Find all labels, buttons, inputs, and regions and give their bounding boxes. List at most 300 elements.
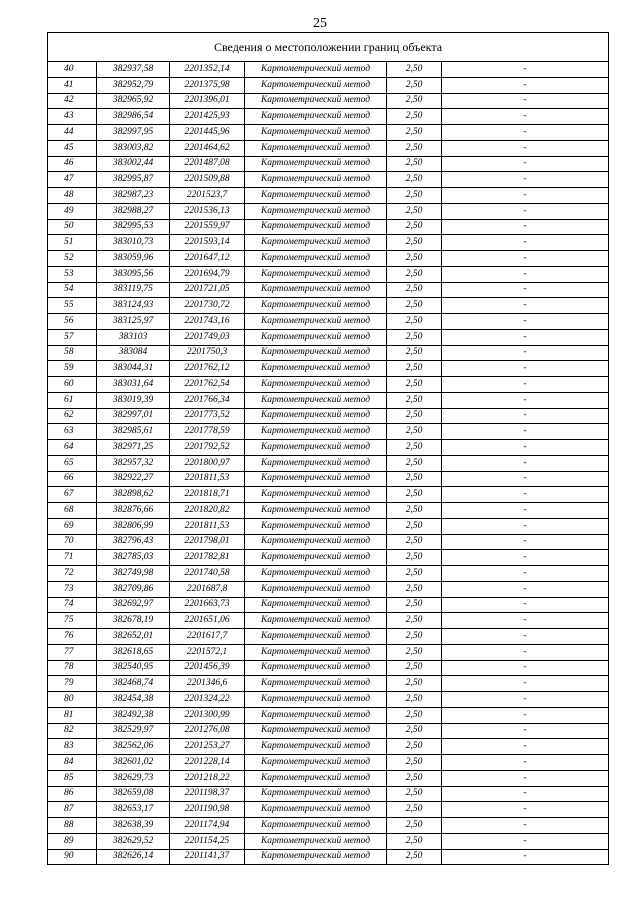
y-coordinate-cell: 2201820,82 <box>170 503 245 519</box>
accuracy-cell: 2,50 <box>387 251 442 267</box>
description-cell: - <box>442 802 609 818</box>
point-number-cell: 79 <box>48 676 97 692</box>
point-number-cell: 89 <box>48 833 97 849</box>
description-cell: - <box>442 140 609 156</box>
point-number-cell: 84 <box>48 755 97 771</box>
method-cell: Картометрический метод <box>245 660 387 676</box>
x-coordinate-cell: 382692,97 <box>97 597 170 613</box>
table-row <box>48 629 609 645</box>
x-coordinate-cell: 382997,95 <box>97 125 170 141</box>
y-coordinate-cell: 2201141,37 <box>170 849 245 865</box>
accuracy-cell: 2,50 <box>387 408 442 424</box>
description-cell: - <box>442 660 609 676</box>
point-number-cell: 40 <box>48 62 97 78</box>
description-cell: - <box>442 629 609 645</box>
description-cell: - <box>442 109 609 125</box>
x-coordinate-cell: 382997,01 <box>97 408 170 424</box>
x-coordinate-cell: 382995,53 <box>97 219 170 235</box>
method-cell: Картометрический метод <box>245 723 387 739</box>
description-cell: - <box>442 566 609 582</box>
accuracy-cell: 2,50 <box>387 345 442 361</box>
x-coordinate-cell: 382626,14 <box>97 849 170 865</box>
table-row <box>48 93 609 109</box>
accuracy-cell: 2,50 <box>387 487 442 503</box>
table-row <box>48 676 609 692</box>
x-coordinate-cell: 382629,73 <box>97 770 170 786</box>
point-number-cell: 65 <box>48 455 97 471</box>
y-coordinate-cell: 2201778,59 <box>170 424 245 440</box>
method-cell: Картометрический метод <box>245 125 387 141</box>
y-coordinate-cell: 2201818,71 <box>170 487 245 503</box>
table-row <box>48 455 609 471</box>
accuracy-cell: 2,50 <box>387 581 442 597</box>
point-number-cell: 76 <box>48 629 97 645</box>
y-coordinate-cell: 2201464,62 <box>170 140 245 156</box>
x-coordinate-cell: 382653,17 <box>97 802 170 818</box>
table-row <box>48 723 609 739</box>
description-cell: - <box>442 329 609 345</box>
description-cell: - <box>442 455 609 471</box>
description-cell: - <box>442 188 609 204</box>
y-coordinate-cell: 2201445,96 <box>170 125 245 141</box>
description-cell: - <box>442 424 609 440</box>
accuracy-cell: 2,50 <box>387 298 442 314</box>
table-row <box>48 849 609 865</box>
method-cell: Картометрический метод <box>245 534 387 550</box>
accuracy-cell: 2,50 <box>387 723 442 739</box>
point-number-cell: 80 <box>48 692 97 708</box>
accuracy-cell: 2,50 <box>387 518 442 534</box>
y-coordinate-cell: 2201523,7 <box>170 188 245 204</box>
method-cell: Картометрический метод <box>245 345 387 361</box>
point-number-cell: 85 <box>48 770 97 786</box>
y-coordinate-cell: 2201740,58 <box>170 566 245 582</box>
point-number-cell: 87 <box>48 802 97 818</box>
table-row <box>48 266 609 282</box>
table-row <box>48 172 609 188</box>
accuracy-cell: 2,50 <box>387 770 442 786</box>
point-number-cell: 83 <box>48 739 97 755</box>
method-cell: Картометрический метод <box>245 455 387 471</box>
method-cell: Картометрический метод <box>245 629 387 645</box>
table-row <box>48 361 609 377</box>
method-cell: Картометрический метод <box>245 93 387 109</box>
y-coordinate-cell: 2201811,53 <box>170 518 245 534</box>
point-number-cell: 49 <box>48 203 97 219</box>
description-cell: - <box>442 613 609 629</box>
x-coordinate-cell: 382652,01 <box>97 629 170 645</box>
method-cell: Картометрический метод <box>245 109 387 125</box>
description-cell: - <box>442 739 609 755</box>
table-row <box>48 408 609 424</box>
description-cell: - <box>442 361 609 377</box>
table-row <box>48 581 609 597</box>
table-row <box>48 660 609 676</box>
accuracy-cell: 2,50 <box>387 172 442 188</box>
table-title-row <box>48 33 609 62</box>
point-number-cell: 53 <box>48 266 97 282</box>
method-cell: Картометрический метод <box>245 424 387 440</box>
method-cell: Картометрический метод <box>245 408 387 424</box>
table-row <box>48 833 609 849</box>
method-cell: Картометрический метод <box>245 440 387 456</box>
boundary-points-table <box>47 32 609 865</box>
x-coordinate-cell: 382629,52 <box>97 833 170 849</box>
description-cell: - <box>442 723 609 739</box>
point-number-cell: 67 <box>48 487 97 503</box>
y-coordinate-cell: 2201792,52 <box>170 440 245 456</box>
table-row <box>48 597 609 613</box>
method-cell: Картометрический метод <box>245 219 387 235</box>
point-number-cell: 63 <box>48 424 97 440</box>
accuracy-cell: 2,50 <box>387 361 442 377</box>
description-cell: - <box>442 392 609 408</box>
y-coordinate-cell: 2201811,53 <box>170 471 245 487</box>
y-coordinate-cell: 2201324,22 <box>170 692 245 708</box>
accuracy-cell: 2,50 <box>387 503 442 519</box>
description-cell: - <box>442 849 609 865</box>
x-coordinate-cell: 383125,97 <box>97 314 170 330</box>
method-cell: Картометрический метод <box>245 833 387 849</box>
method-cell: Картометрический метод <box>245 361 387 377</box>
table-row <box>48 613 609 629</box>
table-row <box>48 440 609 456</box>
point-number-cell: 58 <box>48 345 97 361</box>
x-coordinate-cell: 382987,23 <box>97 188 170 204</box>
table-row <box>48 345 609 361</box>
description-cell: - <box>442 235 609 251</box>
y-coordinate-cell: 2201721,05 <box>170 282 245 298</box>
method-cell: Картометрический метод <box>245 518 387 534</box>
accuracy-cell: 2,50 <box>387 849 442 865</box>
method-cell: Картометрический метод <box>245 581 387 597</box>
table-row <box>48 329 609 345</box>
description-cell: - <box>442 282 609 298</box>
y-coordinate-cell: 2201300,99 <box>170 707 245 723</box>
table-body <box>48 33 609 865</box>
x-coordinate-cell: 383044,31 <box>97 361 170 377</box>
description-cell: - <box>442 251 609 267</box>
table-row <box>48 219 609 235</box>
y-coordinate-cell: 2201773,52 <box>170 408 245 424</box>
accuracy-cell: 2,50 <box>387 786 442 802</box>
method-cell: Картометрический метод <box>245 770 387 786</box>
table-row <box>48 802 609 818</box>
table-row <box>48 156 609 172</box>
method-cell: Картометрический метод <box>245 786 387 802</box>
x-coordinate-cell: 382806,99 <box>97 518 170 534</box>
x-coordinate-cell: 383002,44 <box>97 156 170 172</box>
method-cell: Картометрический метод <box>245 471 387 487</box>
x-coordinate-cell: 383031,64 <box>97 377 170 393</box>
x-coordinate-cell: 382986,54 <box>97 109 170 125</box>
point-number-cell: 86 <box>48 786 97 802</box>
accuracy-cell: 2,50 <box>387 140 442 156</box>
description-cell: - <box>442 550 609 566</box>
y-coordinate-cell: 2201593,14 <box>170 235 245 251</box>
description-cell: - <box>442 440 609 456</box>
method-cell: Картометрический метод <box>245 802 387 818</box>
method-cell: Картометрический метод <box>245 77 387 93</box>
method-cell: Картометрический метод <box>245 392 387 408</box>
page-number: 25 <box>313 16 327 31</box>
point-number-cell: 56 <box>48 314 97 330</box>
method-cell: Картометрический метод <box>245 597 387 613</box>
method-cell: Картометрический метод <box>245 203 387 219</box>
method-cell: Картометрический метод <box>245 692 387 708</box>
x-coordinate-cell: 382785,03 <box>97 550 170 566</box>
accuracy-cell: 2,50 <box>387 739 442 755</box>
x-coordinate-cell: 382618,65 <box>97 644 170 660</box>
y-coordinate-cell: 2201536,13 <box>170 203 245 219</box>
accuracy-cell: 2,50 <box>387 818 442 834</box>
x-coordinate-cell: 382454,38 <box>97 692 170 708</box>
y-coordinate-cell: 2201749,03 <box>170 329 245 345</box>
accuracy-cell: 2,50 <box>387 629 442 645</box>
table-row <box>48 755 609 771</box>
y-coordinate-cell: 2201782,81 <box>170 550 245 566</box>
x-coordinate-cell: 382638,39 <box>97 818 170 834</box>
method-cell: Картометрический метод <box>245 172 387 188</box>
method-cell: Картометрический метод <box>245 329 387 345</box>
table-row <box>48 534 609 550</box>
accuracy-cell: 2,50 <box>387 377 442 393</box>
x-coordinate-cell: 382957,32 <box>97 455 170 471</box>
point-number-cell: 77 <box>48 644 97 660</box>
accuracy-cell: 2,50 <box>387 125 442 141</box>
y-coordinate-cell: 2201425,93 <box>170 109 245 125</box>
table-row <box>48 818 609 834</box>
y-coordinate-cell: 2201456,39 <box>170 660 245 676</box>
x-coordinate-cell: 382971,25 <box>97 440 170 456</box>
method-cell: Картометрический метод <box>245 235 387 251</box>
method-cell: Картометрический метод <box>245 282 387 298</box>
y-coordinate-cell: 2201762,12 <box>170 361 245 377</box>
description-cell: - <box>442 644 609 660</box>
description-cell: - <box>442 298 609 314</box>
method-cell: Картометрический метод <box>245 156 387 172</box>
table-row <box>48 251 609 267</box>
x-coordinate-cell: 382492,38 <box>97 707 170 723</box>
table-row <box>48 471 609 487</box>
description-cell: - <box>442 833 609 849</box>
y-coordinate-cell: 2201750,3 <box>170 345 245 361</box>
method-cell: Картометрический метод <box>245 487 387 503</box>
description-cell: - <box>442 518 609 534</box>
x-coordinate-cell: 383103 <box>97 329 170 345</box>
table-row <box>48 77 609 93</box>
point-number-cell: 44 <box>48 125 97 141</box>
accuracy-cell: 2,50 <box>387 707 442 723</box>
description-cell: - <box>442 770 609 786</box>
table-row <box>48 203 609 219</box>
accuracy-cell: 2,50 <box>387 755 442 771</box>
accuracy-cell: 2,50 <box>387 329 442 345</box>
y-coordinate-cell: 2201228,14 <box>170 755 245 771</box>
point-number-cell: 68 <box>48 503 97 519</box>
description-cell: - <box>442 534 609 550</box>
y-coordinate-cell: 2201651,06 <box>170 613 245 629</box>
table-row <box>48 282 609 298</box>
point-number-cell: 60 <box>48 377 97 393</box>
table-row <box>48 550 609 566</box>
description-cell: - <box>442 676 609 692</box>
point-number-cell: 88 <box>48 818 97 834</box>
accuracy-cell: 2,50 <box>387 219 442 235</box>
x-coordinate-cell: 382876,66 <box>97 503 170 519</box>
point-number-cell: 43 <box>48 109 97 125</box>
description-cell: - <box>442 172 609 188</box>
method-cell: Картометрический метод <box>245 503 387 519</box>
y-coordinate-cell: 2201572,1 <box>170 644 245 660</box>
description-cell: - <box>442 62 609 78</box>
point-number-cell: 64 <box>48 440 97 456</box>
table-row <box>48 786 609 802</box>
table-row <box>48 298 609 314</box>
y-coordinate-cell: 2201743,16 <box>170 314 245 330</box>
accuracy-cell: 2,50 <box>387 62 442 78</box>
method-cell: Картометрический метод <box>245 550 387 566</box>
point-number-cell: 54 <box>48 282 97 298</box>
table-row <box>48 518 609 534</box>
accuracy-cell: 2,50 <box>387 597 442 613</box>
x-coordinate-cell: 382749,98 <box>97 566 170 582</box>
point-number-cell: 75 <box>48 613 97 629</box>
table-title: Сведения о местоположении границ объекта <box>48 33 609 62</box>
accuracy-cell: 2,50 <box>387 534 442 550</box>
x-coordinate-cell: 383124,93 <box>97 298 170 314</box>
description-cell: - <box>442 818 609 834</box>
description-cell: - <box>442 314 609 330</box>
description-cell: - <box>442 692 609 708</box>
method-cell: Картометрический метод <box>245 298 387 314</box>
table-row <box>48 644 609 660</box>
y-coordinate-cell: 2201647,12 <box>170 251 245 267</box>
point-number-cell: 78 <box>48 660 97 676</box>
y-coordinate-cell: 2201687,8 <box>170 581 245 597</box>
description-cell: - <box>442 786 609 802</box>
method-cell: Картометрический метод <box>245 676 387 692</box>
x-coordinate-cell: 382952,79 <box>97 77 170 93</box>
point-number-cell: 71 <box>48 550 97 566</box>
method-cell: Картометрический метод <box>245 849 387 865</box>
point-number-cell: 62 <box>48 408 97 424</box>
y-coordinate-cell: 2201798,01 <box>170 534 245 550</box>
y-coordinate-cell: 2201190,98 <box>170 802 245 818</box>
point-number-cell: 74 <box>48 597 97 613</box>
y-coordinate-cell: 2201352,14 <box>170 62 245 78</box>
x-coordinate-cell: 383119,75 <box>97 282 170 298</box>
table-row <box>48 503 609 519</box>
point-number-cell: 46 <box>48 156 97 172</box>
x-coordinate-cell: 382709,86 <box>97 581 170 597</box>
description-cell: - <box>442 581 609 597</box>
accuracy-cell: 2,50 <box>387 692 442 708</box>
x-coordinate-cell: 382796,43 <box>97 534 170 550</box>
description-cell: - <box>442 597 609 613</box>
point-number-cell: 66 <box>48 471 97 487</box>
x-coordinate-cell: 383059,96 <box>97 251 170 267</box>
x-coordinate-cell: 383003,82 <box>97 140 170 156</box>
table-row <box>48 770 609 786</box>
point-number-cell: 52 <box>48 251 97 267</box>
y-coordinate-cell: 2201762,54 <box>170 377 245 393</box>
accuracy-cell: 2,50 <box>387 833 442 849</box>
accuracy-cell: 2,50 <box>387 77 442 93</box>
accuracy-cell: 2,50 <box>387 93 442 109</box>
description-cell: - <box>442 156 609 172</box>
accuracy-cell: 2,50 <box>387 266 442 282</box>
accuracy-cell: 2,50 <box>387 455 442 471</box>
point-number-cell: 73 <box>48 581 97 597</box>
table-row <box>48 739 609 755</box>
x-coordinate-cell: 382922,27 <box>97 471 170 487</box>
method-cell: Картометрический метод <box>245 707 387 723</box>
accuracy-cell: 2,50 <box>387 613 442 629</box>
y-coordinate-cell: 2201617,7 <box>170 629 245 645</box>
method-cell: Картометрический метод <box>245 314 387 330</box>
y-coordinate-cell: 2201487,08 <box>170 156 245 172</box>
x-coordinate-cell: 383010,73 <box>97 235 170 251</box>
x-coordinate-cell: 382988,27 <box>97 203 170 219</box>
method-cell: Картометрический метод <box>245 566 387 582</box>
y-coordinate-cell: 2201346,6 <box>170 676 245 692</box>
x-coordinate-cell: 382468,74 <box>97 676 170 692</box>
method-cell: Картометрический метод <box>245 140 387 156</box>
y-coordinate-cell: 2201694,79 <box>170 266 245 282</box>
y-coordinate-cell: 2201509,88 <box>170 172 245 188</box>
table-row <box>48 314 609 330</box>
table-row <box>48 707 609 723</box>
method-cell: Картометрический метод <box>245 266 387 282</box>
y-coordinate-cell: 2201800,97 <box>170 455 245 471</box>
description-cell: - <box>442 707 609 723</box>
point-number-cell: 42 <box>48 93 97 109</box>
accuracy-cell: 2,50 <box>387 644 442 660</box>
y-coordinate-cell: 2201154,25 <box>170 833 245 849</box>
method-cell: Картометрический метод <box>245 251 387 267</box>
point-number-cell: 90 <box>48 849 97 865</box>
point-number-cell: 82 <box>48 723 97 739</box>
y-coordinate-cell: 2201375,98 <box>170 77 245 93</box>
table-row <box>48 377 609 393</box>
point-number-cell: 57 <box>48 329 97 345</box>
x-coordinate-cell: 382601,02 <box>97 755 170 771</box>
accuracy-cell: 2,50 <box>387 471 442 487</box>
x-coordinate-cell: 382995,87 <box>97 172 170 188</box>
table-row <box>48 109 609 125</box>
point-number-cell: 41 <box>48 77 97 93</box>
method-cell: Картометрический метод <box>245 377 387 393</box>
description-cell: - <box>442 93 609 109</box>
table-row <box>48 692 609 708</box>
x-coordinate-cell: 382937,58 <box>97 62 170 78</box>
point-number-cell: 61 <box>48 392 97 408</box>
method-cell: Картометрический метод <box>245 62 387 78</box>
accuracy-cell: 2,50 <box>387 203 442 219</box>
y-coordinate-cell: 2201396,01 <box>170 93 245 109</box>
x-coordinate-cell: 382898,62 <box>97 487 170 503</box>
accuracy-cell: 2,50 <box>387 424 442 440</box>
description-cell: - <box>442 487 609 503</box>
point-number-cell: 55 <box>48 298 97 314</box>
y-coordinate-cell: 2201218,22 <box>170 770 245 786</box>
x-coordinate-cell: 382540,95 <box>97 660 170 676</box>
y-coordinate-cell: 2201253,27 <box>170 739 245 755</box>
accuracy-cell: 2,50 <box>387 440 442 456</box>
method-cell: Картометрический метод <box>245 644 387 660</box>
accuracy-cell: 2,50 <box>387 109 442 125</box>
